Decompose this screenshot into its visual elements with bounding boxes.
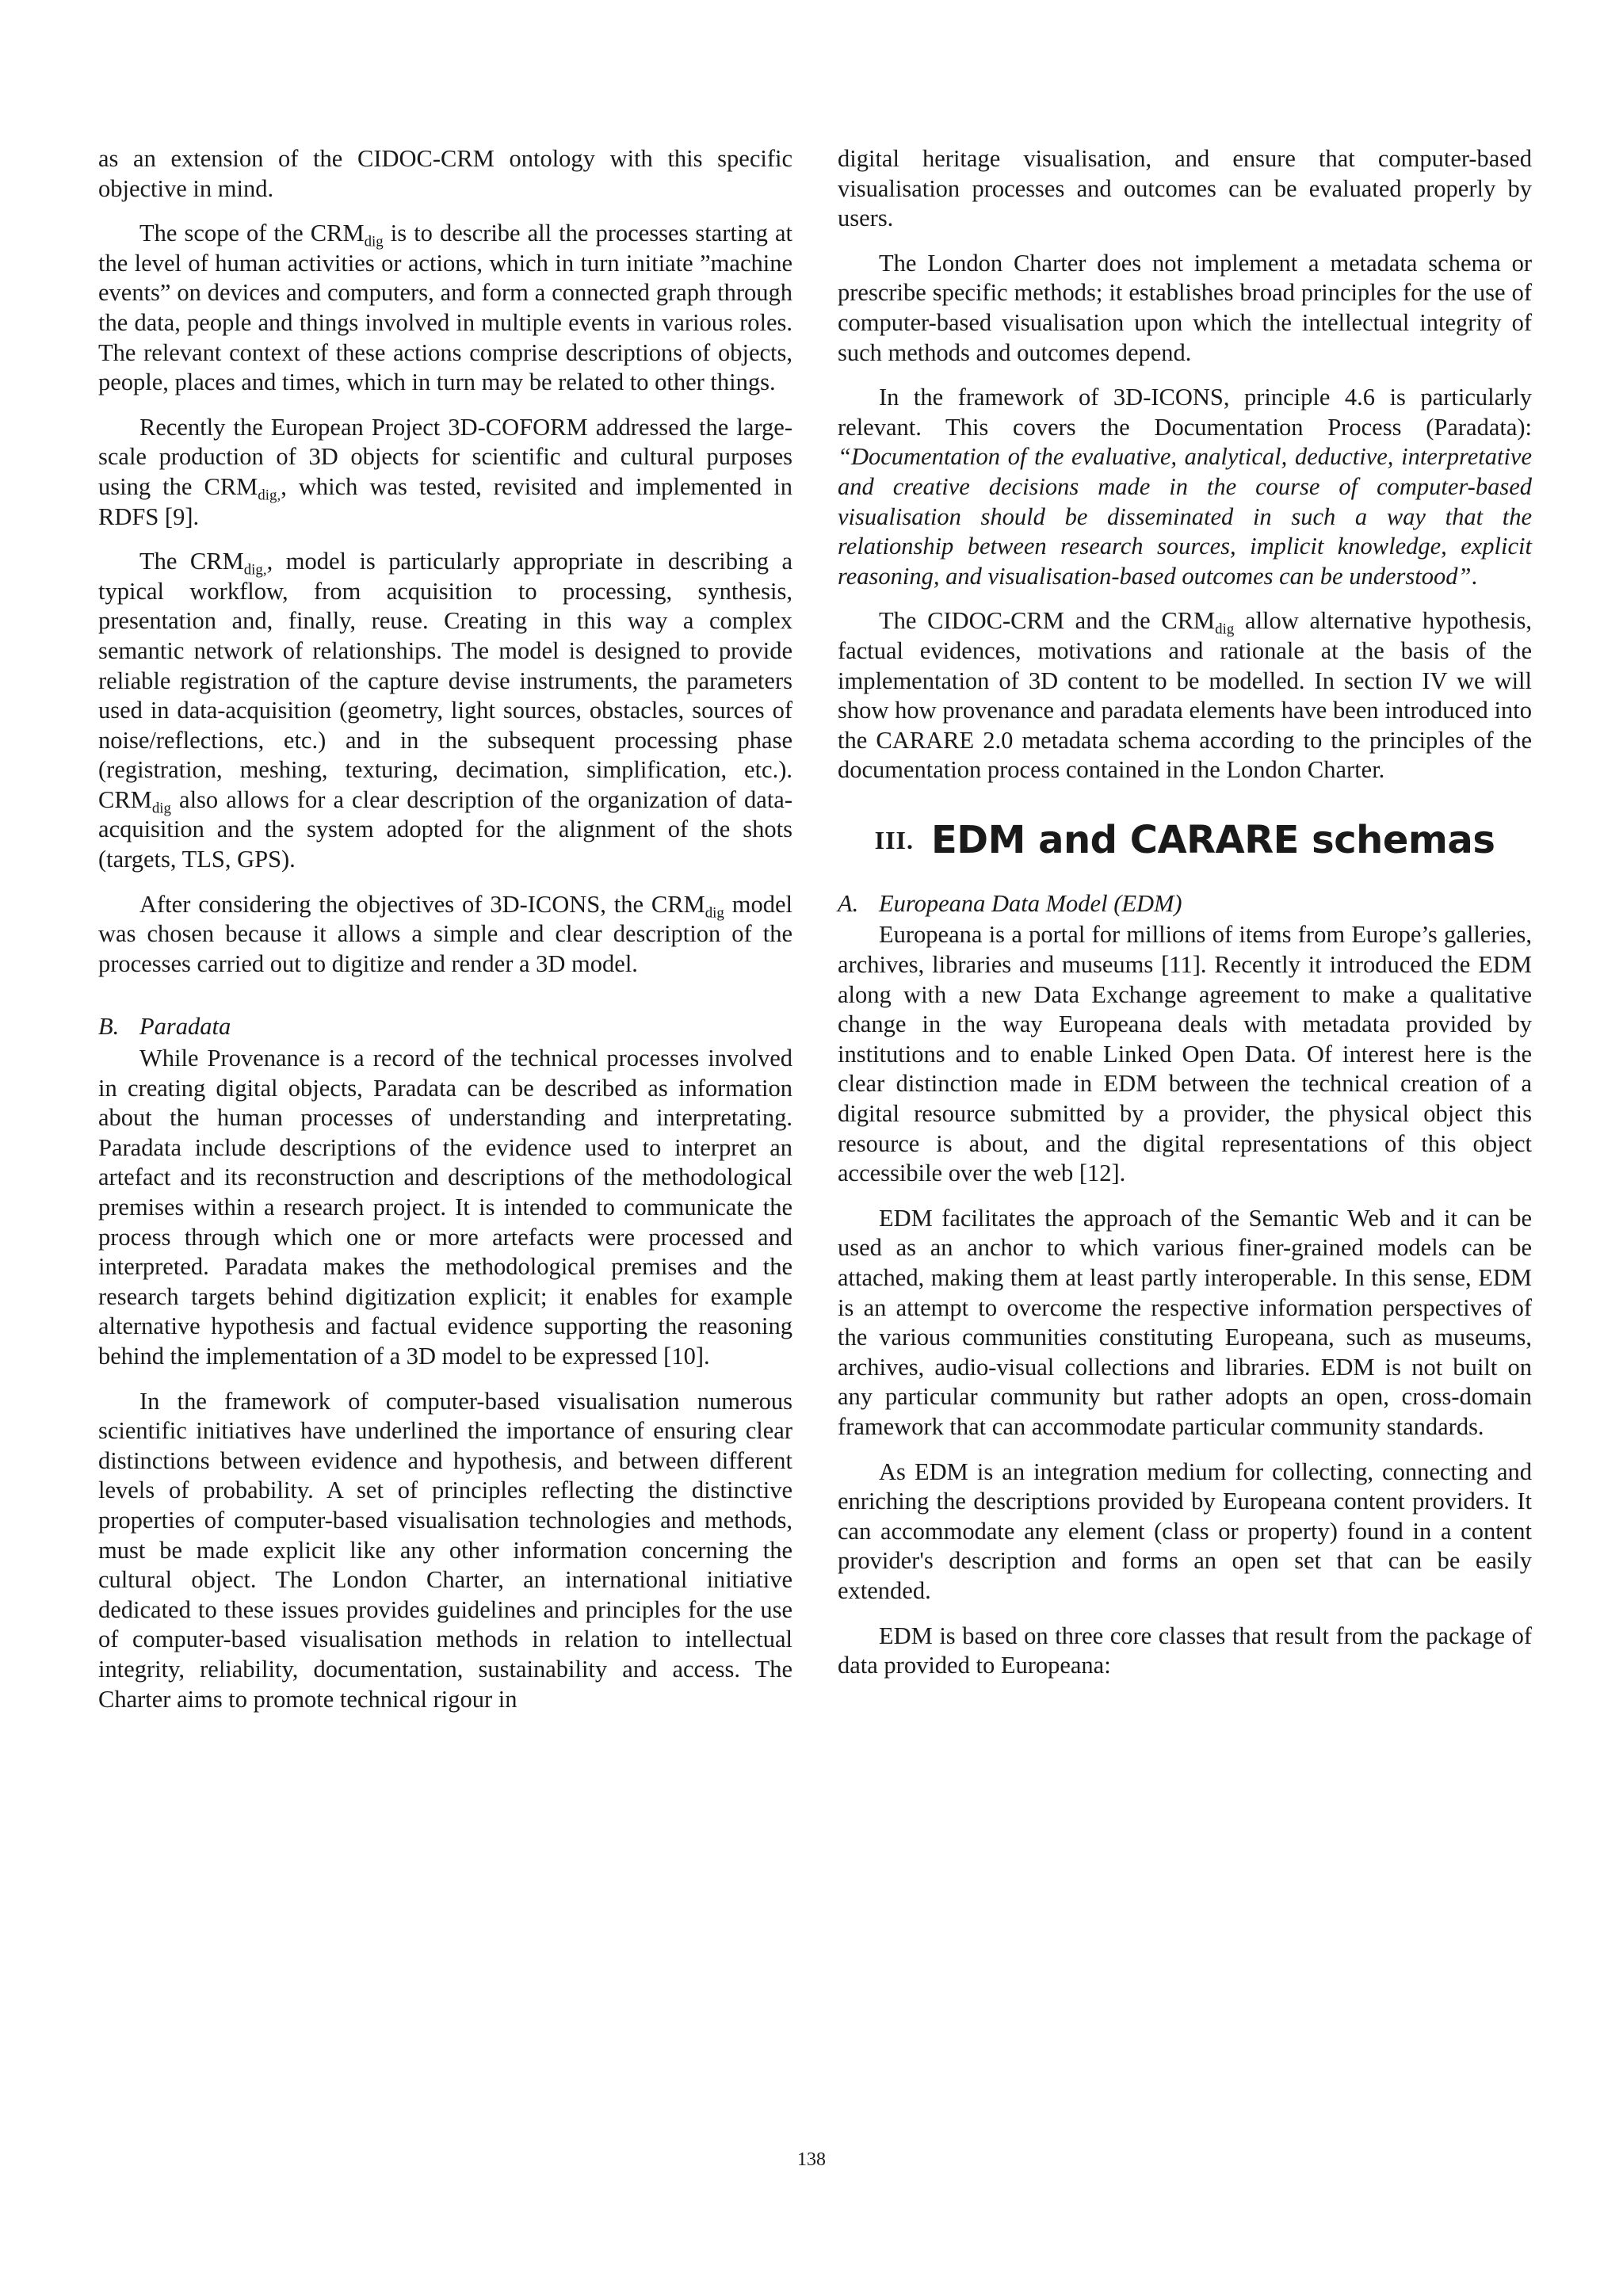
paragraph: The CIDOC-CRM and the $CRM_{dig}$ allow alternative hypothesis, factual evidences, motivations and rationale at the basis of the implementation of 3D content to be modelled. In section IV we will show how provenance and paradata elements have been introduced into the CARARE 2.0 metadata schema according to the principles of the documentation process contained in the London Charter. — [838, 607, 1532, 784]
paragraph: as an extension of the CIDOC-CRM ontology with this specific objective in mind. — [98, 145, 792, 202]
left-column — [98, 144, 792, 1729]
section-number: III. — [874, 826, 914, 855]
paragraph: digital heritage visualisation, and ensure that computer-based visualisation processes and outcomes can be evaluated properly by users. — [838, 145, 1532, 232]
right-column — [838, 144, 1532, 1696]
subsection-heading-edm: A. Europeana Data Model (EDM) — [838, 889, 1182, 917]
paragraph: Europeana is a portal for millions of items from Europe’s galleries, archives, libraries and museums [11]. Recently it introduced the EDM along with a new Data Exchange agreement to make a qualitative change in the way Europeana deals with metadata provided by institutions and to enable Linked Open Data. Of interest here is the clear distinction made in EDM between the technical creation of a digital resource submitted by a provider, the physical object this resource is about, and the digital representations of this object accessibile over the web [12]. — [838, 921, 1532, 1187]
paragraph: In the framework of computer-based visualisation numerous scientific initiatives have underlined the importance of ensuring clear distinctions between evidence and hypothesis, and between different levels of probability. A set of principles reflecting the distinctive properties of computer-based visualisation technologies and methods, must be made explicit like any other information concerning the cultural object. The London Charter, an international initiative dedicated to these issues provides guidelines and principles for the use of computer-based visualisation methods in relation to intellectual integrity, reliability, documentation, sustainability and access. The Charter aims to promote technical rigour in — [98, 1387, 792, 1713]
paragraph: The London Charter does not implement a metadata schema or prescribe specific methods; it establishes broad principles for the use of computer-based visualisation upon which the intellectual integrity of such methods and outcomes depend. — [838, 249, 1532, 366]
paragraph: The scope of the $CRM_{dig}$ is to describe all the processes starting at the level of human activities or actions, which in turn initiate ”machine events” on devices and computers, and form a connected graph through the data, people and things involved in multiple events in various roles. The relevant context of these actions comprise descriptions of objects, people, places and times, which in turn may be related to other things. — [98, 220, 792, 396]
subsection-heading-paradata: B. Paradata — [98, 1013, 231, 1041]
paragraph: EDM is based on three core classes that result from the package of data provided to Europeana: — [838, 1622, 1532, 1679]
paragraph: In the framework of 3D-ICONS, principle 4.6 is particularly relevant. This covers the Documentation Process (Paradata): “Documentation of the evaluative, analytical, deductive, interpretative and creative decisions made in the course of computer-based visualisation should be disseminated in such a way that the relationship between research sources, implicit knowledge, explicit reasoning, and visualisation-based outcomes can be understood”. — [838, 384, 1532, 590]
paragraph: EDM facilitates the approach of the Semantic Web and it can be used as an anchor to which various finer-grained models can be attached, making them at least partly interoperable. In this sense, EDM is an attempt to overcome the respective information perspectives of the various communities constituting Europeana, such as museums, archives, audio-visual collections and libraries. EDM is not built on any particular community but rather adopts an open, cross-domain framework that can accommodate particular community standards. — [838, 1204, 1532, 1440]
page-number: 138 — [797, 2149, 826, 2170]
section-heading-edm-carare — [838, 813, 1532, 869]
paragraph: As EDM is an integration medium for collecting, connecting and enriching the descriptions provided by Europeana content providers. It can accommodate any element (class or property) found in a content provider's description and forms an open set that can be easily extended. — [838, 1457, 1532, 1604]
paragraph: Recently the European Project 3D-COFORM addressed the large-scale production of 3D objects for scientific and cultural purposes using the $CRM_{dig,}$, which was tested, revisited and implemented in RDFS [9]. — [98, 413, 792, 530]
paragraph: After considering the objectives of 3D-ICONS, the $CRM_{dig}$ model was chosen because it allows a simple and clear description of the processes carried out to digitize and render a 3D model. — [98, 890, 792, 977]
paragraph: The $CRM_{dig,}$, model is particularly appropriate in describing a typical workflow, from acquisition to processing, synthesis, presentation and, finally, reuse. Creating in this way a complex semantic network of relationships. The model is designed to provide reliable registration of the capture devise instruments, the parameters used in data-acquisition (geometry, light sources, obstacles, sources of noise/reflections, etc.) and in the subsequent processing phase (registration, meshing, texturing, decimation, simplification, etc.). $CRM_{dig}$ also allows for a clear description of the organization of data-acquisition and the system adopted for the alignment of the shots (targets, TLS, GPS). — [98, 548, 792, 873]
paragraph: While Provenance is a record of the technical processes involved in creating digital objects, Paradata can be described as information about the human processes of understanding and interpretating. Paradata include descriptions of the evidence used to interpret an artefact and its reconstruction and descriptions of the methodological premises within a research project. It is intended to communicate the process through which one or more artefacts were processed and interpreted. Paradata makes the methodological premises and the research targets behind digitization explicit; it enables for example alternative hypothesis and factual evidence supporting the reasoning behind the implementation of a 3D model to be expressed [10]. — [98, 1045, 792, 1370]
section-title: EDM and CARARE schemas — [930, 818, 1495, 863]
